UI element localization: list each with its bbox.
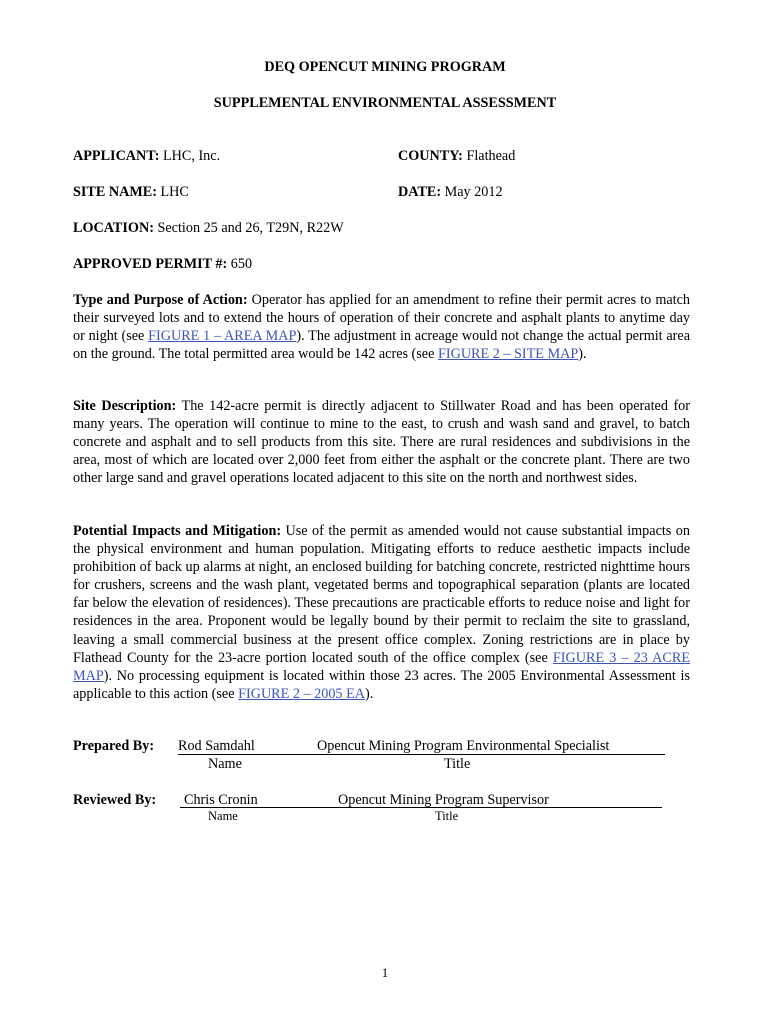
applicant-field bbox=[73, 148, 220, 165]
county-field bbox=[398, 148, 515, 165]
site-description-text: The 142-acre permit is directly adjacent to Stillwater Road and has been operated for many years. The operation will continue to mine to the east, to crush and wash sand and gravel, to batch concrete and asphalt and to sell products from this site. There are rural residences and subdivisions in the area, most of which are located over 2,000 feet from either the asphalt or the concrete plant. There are two other large sand and gravel operations located adjacent to this site on the north and northwest sides. bbox=[73, 398, 690, 487]
reviewed-title-caption: Title bbox=[435, 809, 459, 823]
site-name-label: SITE NAME: bbox=[73, 184, 157, 200]
date-label: DATE: bbox=[398, 184, 442, 200]
figure-2-site-map-link[interactable]: FIGURE 2 – SITE MAP bbox=[437, 346, 579, 363]
date-value: May 2012 bbox=[444, 184, 503, 200]
site-name-value: LHC bbox=[160, 184, 189, 200]
permit-label: APPROVED PERMIT #: bbox=[73, 256, 228, 272]
document-title: SUPPLEMENTAL ENVIRONMENTAL ASSESSMENT bbox=[213, 95, 557, 111]
figure-1-area-map-link[interactable]: FIGURE 1 – AREA MAP bbox=[148, 328, 297, 345]
date-field bbox=[398, 184, 503, 201]
applicant-value: LHC, Inc. bbox=[162, 148, 221, 164]
county-label: COUNTY: bbox=[398, 148, 463, 164]
impacts-text: Use of the permit as amended would not cause substantial impacts on the physical environment and human population. Mitigating efforts to reduce aesthetic impacts include prohibition of back up alarms at night, an enclosed building for batching concrete, restricted nighttime hours for crushers, screens and the wash plant, vegetated berms and topographical separation (plants are located far below the elevation of residences). These precautions are practicable efforts to reduce noise and light for residences in the area. Proponent would be legally bound by their permit to reclaim the site to grassland, leaving a small commercial business at the present office complex. Zoning restrictions are in place by Flathead County for the 23-acre portion located south of the office complex (see bbox=[73, 523, 690, 666]
site-description-heading: Site Description: bbox=[73, 398, 177, 414]
prepared-by-name: Rod Samdahl bbox=[178, 738, 255, 754]
prepared-by-title: Opencut Mining Program Environmental Specialist bbox=[317, 738, 610, 754]
reviewed-by-signature-line bbox=[180, 807, 662, 808]
figure-2-2005-ea-link[interactable]: FIGURE 2 – 2005 EA bbox=[238, 685, 365, 702]
prepared-name-caption: Name bbox=[208, 756, 242, 772]
site-name-field bbox=[73, 184, 189, 201]
prepared-by-label: Prepared By: bbox=[73, 738, 155, 754]
reviewed-by-label: Reviewed By: bbox=[73, 792, 157, 808]
impacts-heading: Potential Impacts and Mitigation: bbox=[73, 523, 282, 539]
reviewed-by-name: Chris Cronin bbox=[184, 792, 258, 808]
prepared-title-caption: Title bbox=[444, 756, 471, 772]
site-description-paragraph bbox=[73, 397, 690, 487]
figure-3-23-acre-map-link[interactable]: FIGURE 3 – 23 ACRE MAP bbox=[73, 649, 690, 684]
location-value: Section 25 and 26, T29N, R22W bbox=[157, 220, 344, 236]
location-label: LOCATION: bbox=[73, 220, 154, 236]
type-purpose-text-2: ). The adjustment in acreage would not change the actual permit area on the ground. The total permitted area would be 142 acres (see bbox=[73, 328, 691, 363]
type-purpose-heading: Type and Purpose of Action: bbox=[73, 292, 248, 308]
impacts-paragraph bbox=[73, 522, 690, 703]
applicant-label: APPLICANT: bbox=[73, 148, 160, 164]
permit-field bbox=[73, 256, 252, 273]
type-purpose-text: Operator has applied for an amendment to refine their permit acres to match their surveyed lots and to extend the hours of operation of their concrete and asphalt plants to anytime day or night (see bbox=[73, 292, 690, 345]
program-heading: DEQ OPENCUT MINING PROGRAM bbox=[264, 59, 506, 75]
location-field bbox=[73, 220, 344, 237]
type-purpose-text-3: ). bbox=[578, 346, 587, 363]
impacts-text-3: ). bbox=[364, 685, 374, 702]
reviewed-name-caption: Name bbox=[208, 809, 238, 823]
reviewed-by-title: Opencut Mining Program Supervisor bbox=[338, 792, 549, 808]
page-number: 1 bbox=[381, 966, 389, 980]
type-purpose-paragraph bbox=[73, 291, 690, 363]
prepared-by-signature-line bbox=[178, 754, 665, 755]
impacts-text-2: ). No processing equipment is located within those 23 acres. The 2005 Environmental Assessment is applicable to this action (see bbox=[73, 667, 690, 702]
county-value: Flathead bbox=[466, 148, 516, 164]
permit-value: 650 bbox=[230, 256, 253, 272]
